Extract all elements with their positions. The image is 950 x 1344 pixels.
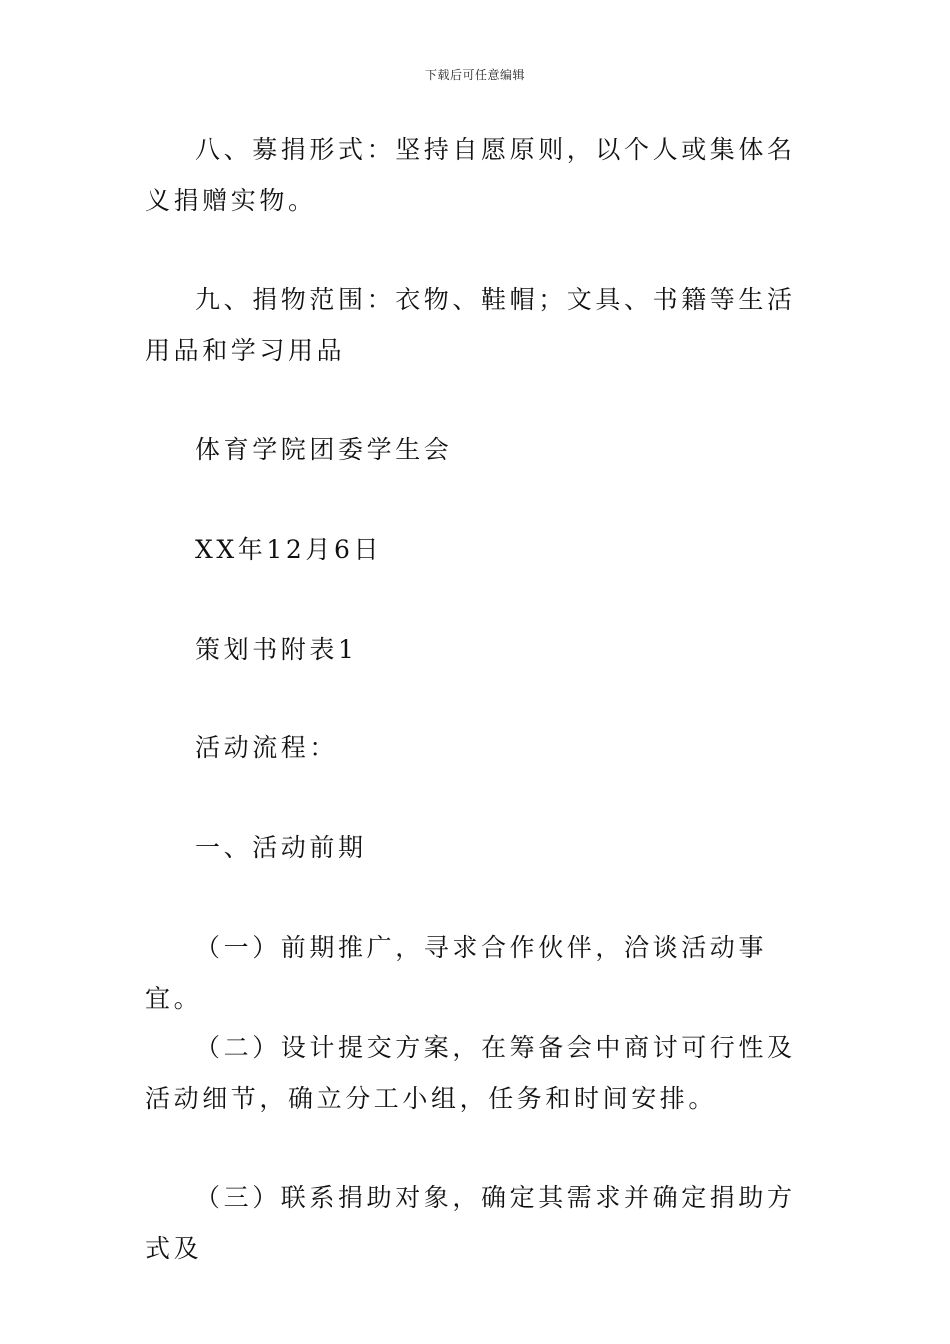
paragraph-donation-scope: 九、捐物范围：衣物、鞋帽；文具、书籍等生活用品和学习用品	[145, 285, 796, 365]
paragraph-subsection-three: （三）联系捐助对象，确定其需求并确定捐助方式及	[145, 1183, 796, 1263]
paragraph-section-one: 一、活动前期	[195, 833, 367, 862]
paragraph-subsection-two: （二）设计提交方案，在筹备会中商讨可行性及活动细节，确立分工小组，任务和时间安排。	[145, 1033, 796, 1113]
paragraph-date: XX年12月6日	[195, 535, 383, 564]
paragraph-organizer: 体育学院团委学生会	[195, 435, 453, 464]
paragraph-subsection-one: （一）前期推广，寻求合作伙伴，洽谈活动事宜。	[145, 933, 768, 1013]
page-header: 下载后可任意编辑	[424, 68, 525, 82]
paragraph-activity-flow: 活动流程：	[195, 733, 339, 762]
paragraph-donation-form: 八、募捐形式：坚持自愿原则，以个人或集体名义捐赠实物。	[145, 135, 796, 215]
paragraph-annex-title: 策划书附表1	[195, 635, 358, 664]
